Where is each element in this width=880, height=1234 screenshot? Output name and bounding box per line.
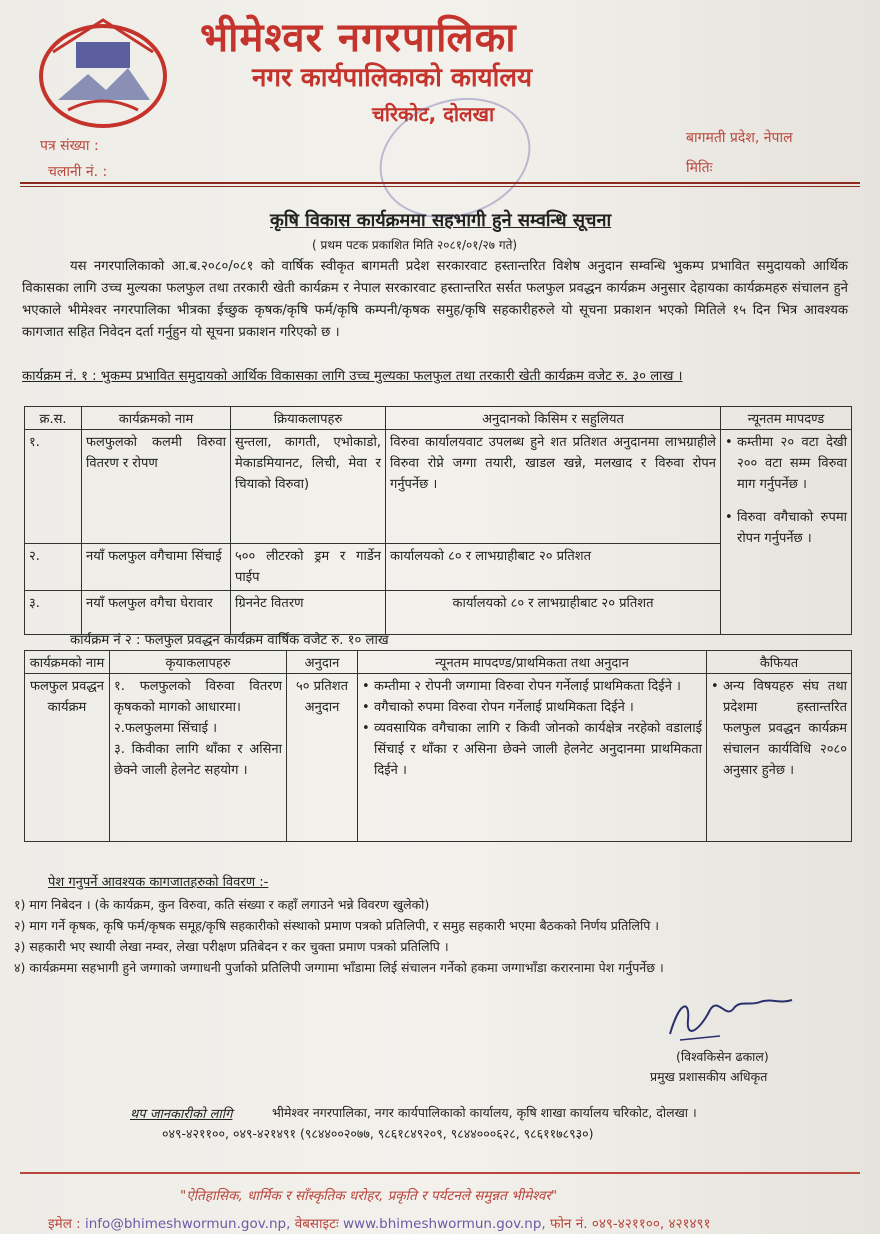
program-1-heading: कार्यक्रम नं. १ : भुकम्प प्रभावित समुदायको आर्थिक विकासका लागि उच्च मुल्यका फलफुल तथा तरकारी खेती कार्यक्रम वजेट रु. ३० लाख । <box>22 369 683 384</box>
letter-no-label: पत्र संख्या : <box>40 138 99 154</box>
list-item: १) माग निबेदन । (के कार्यक्रम, कुन विरुवा, कति संख्या र कहाँ लगाउने भन्ने विवरण खुलेको) <box>14 897 430 912</box>
dispatch-no-label: चलानी नं. : <box>48 164 108 180</box>
publish-date: ( प्रथम पटक प्रकाशित मिति २०८१/०१/२७ गते) <box>312 238 518 252</box>
table-cell: फलफुलको कलमी विरुवा वितरण र रोपण <box>82 430 231 544</box>
table-cell: २. <box>25 544 82 591</box>
col-activities: कृयाकलापहरु <box>110 651 287 674</box>
website-label: वेबसाइटः <box>294 1216 339 1232</box>
email-label: इमेल : <box>48 1216 81 1232</box>
documents-heading: पेश गनुपर्ने आवश्यक कागजातहरुको विवरण :- <box>48 875 269 890</box>
office-subtitle: नगर कार्यपालिकाको कार्यालय <box>252 63 533 93</box>
criteria-cell <box>358 674 707 842</box>
table-cell: ५०० लीटरको ड्रम र गार्डेन पाईप <box>231 544 386 591</box>
list-item: • अन्य विषयहरु संघ तथा प्रदेशमा हस्तान्तरित फलफुल प्रवद्धन कार्यक्रम संचालन कार्यविधि २०८० अनुसार हुनेछ । <box>711 676 847 781</box>
table-cell: ग्रिननेट वितरण <box>231 591 386 635</box>
table-cell: फलफुल प्रवद्धन कार्यक्रम <box>25 674 110 842</box>
footer-contact <box>48 1214 711 1232</box>
info-text: भीमेश्वर नगरपालिका, नगर कार्यपालिकाको कार्यालय, कृषि शाखा कार्यालय चरिकोट, दोलखा । <box>272 1105 697 1120</box>
remarks-cell <box>707 674 852 842</box>
phone-number: ०४९-४२११००, ४२१४९१ <box>591 1216 711 1232</box>
program-2-heading: कार्यक्रम नं २ : फलफुल प्रवद्धन कार्यक्रम वार्षिक वजेट रु. १० लाख <box>70 633 389 648</box>
program-2-table <box>24 650 852 842</box>
signatory-post: प्रमुख प्रशासकीय अधिकृत <box>650 1069 768 1084</box>
list-item: ४) कार्यक्रममा सहभागी हुने जग्गाको जग्गाधनी पुर्जाको प्रतिलिपी जग्गामा भाँडामा लिई संचालन गर्नेको हकमा जग्गाभाँडा करारनामा पेश गर्नुपर्नेछ । <box>14 960 664 975</box>
table-cell: ३. <box>25 591 82 635</box>
office-place: चरिकोट, दोलखा <box>372 102 495 126</box>
list-item: १. फलफुलको विरुवा वितरण कृषकको मागको आधारमा। <box>114 679 282 715</box>
list-item: • कम्तीमा २० वटा देखी २०० वटा सम्म विरुवा माग गर्नुपर्नेछ । <box>725 432 847 495</box>
documents-list <box>14 894 874 978</box>
municipality-title: भीमेश्वर नगरपालिका <box>200 15 517 61</box>
signatory-name: (विश्वकिसेन ढकाल) <box>676 1049 769 1064</box>
list-item: • कम्तीमा २ रोपनी जग्गामा विरुवा रोपन गर्नेलाई प्राथमिकता दिईने । <box>362 676 702 697</box>
col-program-name: कार्यक्रमको नाम <box>25 651 110 674</box>
footer-slogan: "ऐतिहासिक, धार्मिक र साँस्कृतिक धरोहर, प्रकृति र पर्यटनले समुन्नत भीमेश्वर" <box>180 1188 558 1204</box>
table-cell: कार्यालयको ८० र लाभग्राहीबाट २० प्रतिशत <box>386 591 721 635</box>
col-program-name: कार्यक्रमको नाम <box>82 407 231 430</box>
table-cell: नयाँ फलफुल वगैचा घेरावार <box>82 591 231 635</box>
province-label: बागमती प्रदेश, नेपाल <box>686 130 793 146</box>
table-cell: सुन्तला, कागती, एभोकाडो, मेकाडमियानट, लिची, मेवा र चियाको विरुवा) <box>231 430 386 544</box>
header-divider-thin <box>20 186 860 187</box>
list-item: २.फलफुलमा सिंचाई । <box>114 721 218 736</box>
notice-paragraph: यस नगरपालिकाको आ.ब.२०८०/०८१ को वार्षिक स्वीकृत बागमती प्रदेश सरकारवाट हस्तान्तरित विशेष अनुदान सम्वन्धि भुकम्प प्रभावित समुदायको आर्थिक विकासका लागि उच्च मुल्यका फलफुल तथा तरकारी खेती कार्यक्रम र नेपाल सरकारवाट हस्तान्तरित सर्सत फलफुल प्रवद्धन कार्यक्रम अनुसार देहायका कार्यक्रमहरु संचालन हुने भएकाले भीमेश्वर नगरपालिका भीत्रका ईच्छुक कृषक/कृषि फर्म/कृषि कम्पनी/कृषक समुह/कृषि सहकारीहरुले यो सूचना प्रकाशन भएको मितिले १५ दिन भित्र आवश्यक कागजात सहित निवेदन दर्ता गर्नुहुन यो सूचना प्रकाशन गरिएको छ । <box>22 259 848 340</box>
header-divider <box>20 182 860 184</box>
nepal-emblem-icon <box>28 12 178 130</box>
table-cell: विरुवा कार्यालयवाट उपलब्ध हुने शत प्रतिशत अनुदानमा लाभग्राहीले विरुवा रोप्ने जग्गा तयारी, खाडल खन्ने, मलखाद र विरुवा रोपन गर्नुपर्नेछ । <box>386 430 721 544</box>
list-item: ३) सहकारी भए स्थायी लेखा नम्वर, लेखा परीक्षण प्रतिबेदन र कर चुक्ता प्रमाण पत्रको प्रतिलिपि । <box>14 939 449 954</box>
contact-phones: ०४९-४२११००, ०४९-४२१४९१ (९८४४००२०७७, ९८६१८४९२०९, ९८४४०००६२८, ९८६११७८९३०) <box>162 1126 594 1141</box>
program-1-table <box>24 406 852 635</box>
list-item: २) माग गर्ने कृषक, कृषि फर्म/कृषक समूह/कृषि सहकारीको संस्थाको प्रमाण पत्रको प्रतिलिपी, र समुह सहकारी भएमा बैठकको निर्णय प्रतिलिपि । <box>14 918 660 933</box>
date-label: मितिः <box>686 160 713 176</box>
col-sn: क्र.स. <box>25 407 82 430</box>
website-link[interactable]: www.bhimeshwormun.gov.np, <box>342 1216 546 1232</box>
footer-divider <box>20 1172 860 1174</box>
phone-label: फोन नं. <box>550 1216 588 1232</box>
list-item: • वगैचाको रुपमा विरुवा रोपन गर्नेलाई प्राथमिकता दिईने । <box>362 697 702 718</box>
email-link[interactable]: info@bhimeshwormun.gov.np, <box>85 1216 291 1232</box>
table-cell: कार्यालयको ८० र लाभग्राहीबाट २० प्रतिशत <box>386 544 721 591</box>
table-cell: ५० प्रतिशत अनुदान <box>287 674 358 842</box>
info-label: थप जानकारीको लागि <box>130 1107 233 1122</box>
table-cell: नयाँ फलफुल वगैचामा सिंचाई <box>82 544 231 591</box>
activities-cell <box>110 674 287 842</box>
col-remarks: कैफियत <box>707 651 852 674</box>
notice-title: कृषि विकास कार्यक्रममा सहभागी हुने सम्वन्धि सूचना <box>270 210 612 231</box>
col-criteria: न्यूनतम मापदण्ड/प्राथमिकता तथा अनुदान <box>358 651 707 674</box>
list-item: • विरुवा वगैचाको रुपमा रोपन गर्नुपर्नेछ । <box>725 507 847 549</box>
col-activity: क्रियाकलापहरु <box>231 407 386 430</box>
list-item: ३. किवीका लागि थाँका र असिना छेक्ने जाली हेलनेट सहयोग । <box>114 742 282 778</box>
col-grant: अनुदानको किसिम र सहुलियत <box>386 407 721 430</box>
criteria-cell <box>721 430 852 635</box>
col-criteria: न्यूनतम मापदण्ड <box>721 407 852 430</box>
col-grant: अनुदान <box>287 651 358 674</box>
list-item: • व्यवसायिक वगैचाका लागि र किवी जोनको कार्यक्षेत्र नरहेको वडालाई सिंचाई र थाँका र असिना छेक्ने जाली हेलनेट अनुदानमा प्राथमिकता दिईने । <box>362 718 702 781</box>
signature-icon <box>660 990 800 1044</box>
table-cell: १. <box>25 430 82 544</box>
